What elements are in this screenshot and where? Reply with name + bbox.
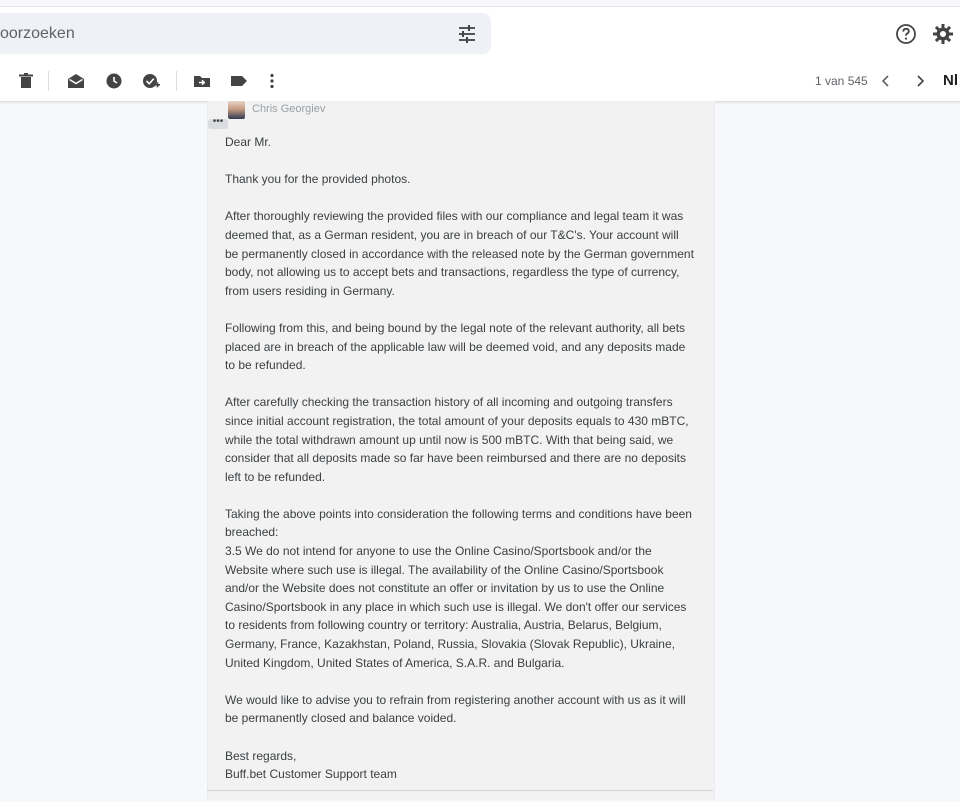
gear-icon[interactable] — [932, 23, 954, 45]
email-paragraph: After thoroughly reviewing the provided files with our compliance and legal team it was deemed that, as a German resident, you are in breach of our T&C's. Your account will be permanently closed in accordance with the released note by the German government body, not allowing us to accept bets and transactions, regardless the type of currency, from users residing in Germany. — [225, 209, 694, 298]
search-input[interactable]: oorzoeken — [0, 25, 75, 42]
email-body — [225, 133, 695, 802]
chevron-left-icon[interactable] — [878, 73, 894, 89]
email-paragraph: We would like to advise you to refrain from registering another account with us as it will be permanently closed and balance voided. — [225, 692, 686, 726]
more-vert-icon[interactable] — [262, 71, 282, 91]
toolbar-separator — [48, 71, 49, 91]
add-task-icon[interactable] — [141, 71, 161, 91]
toolbar — [0, 61, 960, 102]
sender-avatar — [228, 101, 245, 119]
email-paragraph: Taking the above points into consideration the following terms and conditions have been breached: 3.5 We do not intend for anyone to use the Online Casino/Sportsbook and/or the Website where such use is illegal. The availability of the Online Casino/Sportsbook and/or the Website does not constitute an offer or invitation by us to use the Online Casino/Sportsbook in any place in which such use is illegal. We don't offer our services to residents from following country or territory: Australia, Austria, Belarus, Belgium, Germany, France, Kazakhstan, Poland, Russia, Slovakia (Slovak Republic), Ukraine, United Kingdom, United States of America, S.A.R. and Bulgaria. — [225, 506, 692, 670]
panel-divider — [207, 790, 713, 791]
label-icon[interactable] — [229, 71, 249, 91]
snooze-icon[interactable] — [104, 71, 124, 91]
header — [0, 7, 960, 61]
help-icon[interactable] — [895, 23, 917, 45]
mark-unread-icon[interactable] — [66, 71, 86, 91]
email-signature: Best regards, Buff.bet Customer Support team — [225, 748, 397, 782]
message-count: 1 van 545 — [815, 74, 868, 88]
email-paragraph: Thank you for the provided photos. — [225, 172, 411, 187]
top-strip — [0, 0, 960, 7]
email-paragraph: Following from this, and being bound by the legal note of the relevant authority, all bets placed are in breach of the applicable law will be deemed void, and any deposits made to be refunded. — [225, 320, 686, 373]
chevron-right-icon[interactable] — [912, 73, 928, 89]
language-toggle[interactable]: Nl — [943, 72, 958, 89]
sender-name: Chris Georgiev — [252, 103, 326, 115]
toolbar-separator — [176, 71, 177, 91]
tune-icon[interactable] — [457, 24, 477, 44]
show-trimmed-content-button[interactable]: ••• — [208, 119, 228, 129]
move-to-icon[interactable] — [192, 71, 212, 91]
email-greeting: Dear Mr. — [225, 133, 695, 152]
delete-icon[interactable] — [16, 71, 36, 91]
redacted-name — [274, 137, 316, 149]
search-bar[interactable] — [0, 13, 491, 54]
email-paragraph: After carefully checking the transaction history of all incoming and outgoing transfers since initial account registration, the total amount of your deposits equals to 430 mBTC, while the total withdrawn amount up until now is 500 mBTC. With that being said, we consider that all deposits made so far have been reimbursed and there are no deposits left to be refunded. — [225, 395, 689, 484]
